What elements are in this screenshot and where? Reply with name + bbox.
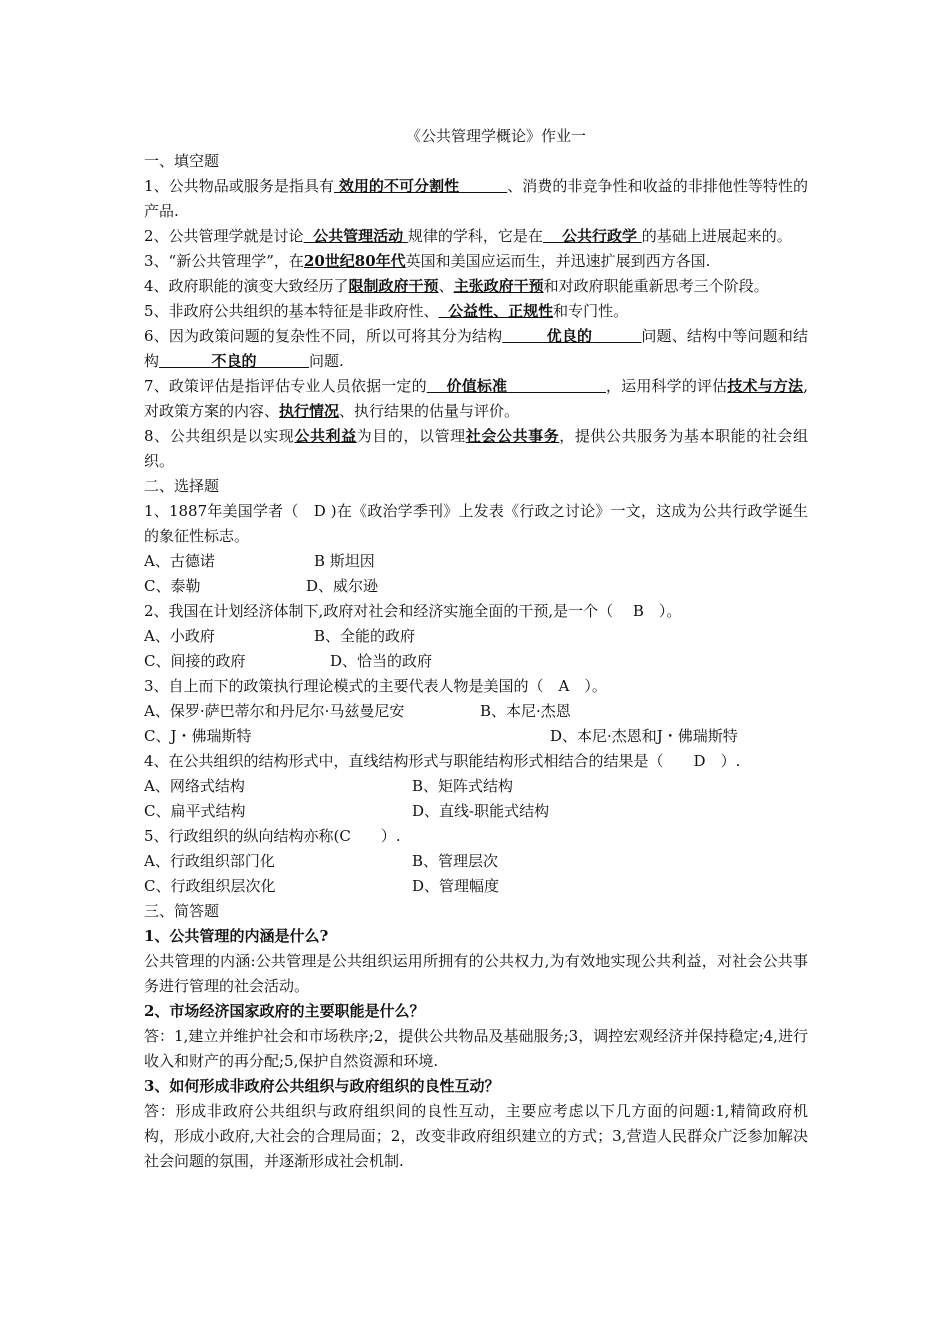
- short-q3-answer: 答：形成非政府公共组织与政府组织间的良性互动，主要应考虑以下几方面的问题:1,精简政府机构，形成小政府,大社会的合理局面；2，改变非政府组织建立的方式；3,营造人民群众广泛参加解决社会问题的氛围，并逐渐形成社会机制.: [144, 1102, 808, 1170]
- document-page: [144, 124, 808, 1174]
- choice-q1-stem: 1、1887年美国学者（ D )在《政治学季刊》上发表《行政之讨论》一文，这成为公共行政学诞生的象征性标志。: [144, 502, 808, 545]
- document-title: 《公共管理学概论》作业一: [405, 127, 586, 145]
- choice-q1-options-ab: A、古德诺 B 斯坦因: [144, 552, 375, 570]
- fill-q4: 4、政府职能的演变大致经历了限制政府干预、主张政府干预和对政府职能重新思考三个阶段。: [144, 277, 769, 295]
- choice-q2-options-cd: C、间接的政府 D、恰当的政府: [144, 652, 433, 670]
- fill-q5: 5、非政府公共组织的基本特征是非政府性、 公益性、正规性和专门性。: [144, 302, 629, 320]
- choice-q1-options-cd: C、泰勒 D、威尔逊: [144, 577, 379, 595]
- choice-q5-stem: 5、行政组织的纵向结构亦称(C ）.: [144, 827, 401, 845]
- short-q1-question: 1、公共管理的内涵是什么?: [144, 927, 329, 945]
- section-heading-short-answer: 三、简答题: [144, 902, 220, 920]
- choice-q3-stem: 3、自上而下的政策执行理论模式的主要代表人物是美国的（ A ）。: [144, 677, 607, 695]
- fill-q3: 3、“新公共管理学”，在20世纪80年代英国和美国应运而生，并迅速扩展到西方各国.: [144, 252, 711, 270]
- fill-q7: 7、政策评估是指评估专业人员依据一定的 价值标准 ，运用科学的评估技术与方法,对政策方案的内容、执行情况、执行结果的估量与评价。: [144, 377, 808, 420]
- short-q2-question: 2、市场经济国家政府的主要职能是什么？: [144, 1002, 425, 1020]
- fill-q2: 2、公共管理学就是讨论 公共管理活动 规律的学科，它是在 公共行政学 的基础上进展起来的。: [144, 227, 792, 245]
- choice-q5-options-cd: C、行政组织层次化 D、管理幅度: [144, 877, 500, 895]
- section-heading-choice: 二、选择题: [144, 477, 220, 495]
- section-heading-fill: 一、填空题: [144, 152, 220, 170]
- choice-q3-options-cd: C、J・佛瑞斯特 D、本尼·杰恩和J・佛瑞斯特: [144, 727, 738, 745]
- short-q2-answer: 答：1,建立并维护社会和市场秩序;2，提供公共物品及基础服务;3，调控宏观经济并保持稳定;4,进行收入和财产的再分配;5,保护自然资源和环境.: [144, 1027, 808, 1070]
- short-q3-question: 3、如何形成非政府公共组织与政府组织的良性互动？: [144, 1077, 500, 1095]
- fill-q6: 6、因为政策问题的复杂性不同，所以可将其分为结构 优良的 问题、结构中等问题和结构 不良的 问题.: [144, 327, 808, 370]
- choice-q4-stem: 4、在公共组织的结构形式中，直线结构形式与职能结构形式相结合的结果是（ D ）.: [144, 752, 741, 770]
- fill-q8: 8、公共组织是以实现公共利益为目的，以管理社会公共事务，提供公共服务为基本职能的社会组织。: [144, 427, 808, 470]
- choice-q5-options-ab: A、行政组织部门化 B、管理层次: [144, 852, 499, 870]
- choice-q4-options-ab: A、网络式结构 B、矩阵式结构: [144, 777, 514, 795]
- short-q1-answer: 公共管理的内涵:公共管理是公共组织运用所拥有的公共权力,为有效地实现公共利益，对社会公共事务进行管理的社会活动。: [144, 952, 808, 995]
- fill-q1: 1、公共物品或服务是指具有 效用的不可分割性 、消费的非竞争性和收益的非排他性等特性的产品.: [144, 177, 808, 220]
- choice-q2-stem: 2、我国在计划经济体制下,政府对社会和经济实施全面的干预,是一个（ B ）。: [144, 602, 682, 620]
- choice-q2-options-ab: A、小政府 B、全能的政府: [144, 627, 416, 645]
- choice-q4-options-cd: C、扁平式结构 D、直线-职能式结构: [144, 802, 550, 820]
- choice-q3-options-ab: A、保罗·萨巴蒂尔和丹尼尔·马兹曼尼安 B、本尼·杰恩: [144, 702, 571, 720]
